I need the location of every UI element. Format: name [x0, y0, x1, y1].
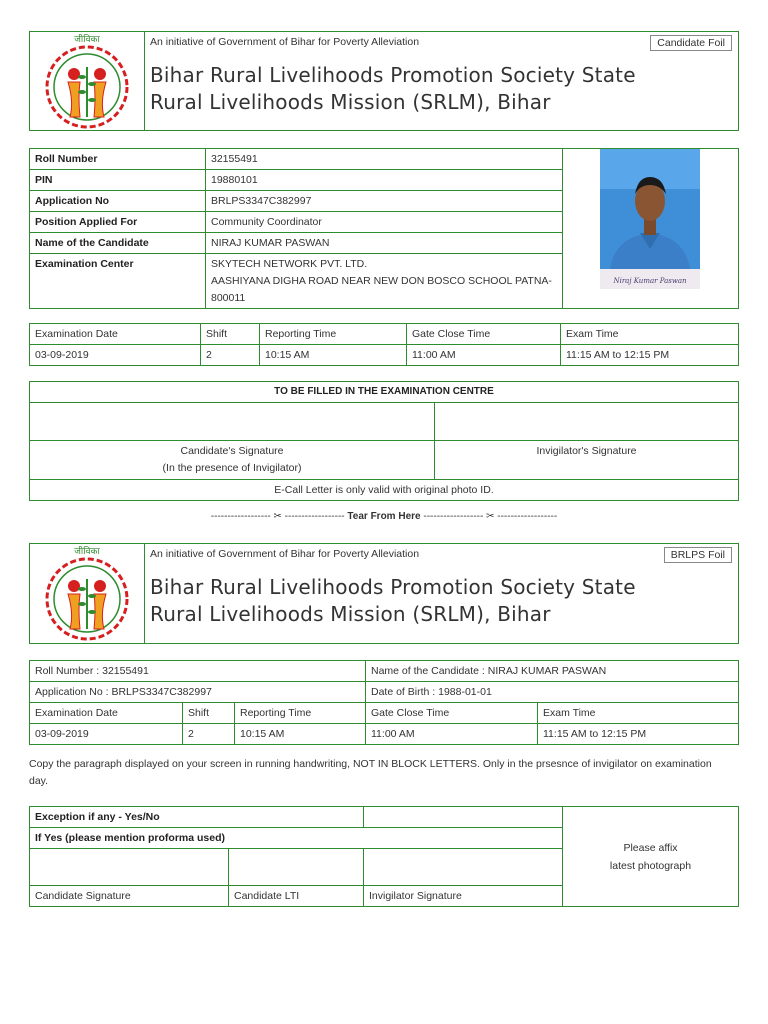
foil2-application-no: Application No : BRLPS3347C382997	[30, 682, 366, 703]
jeevika-logo	[30, 544, 145, 642]
brlps-foil-label: BRLPS Foil	[664, 547, 732, 563]
exception-question: Exception if any - Yes/No	[30, 807, 364, 828]
svg-text:जीविका: जीविका	[74, 547, 100, 557]
exam-center-line-1: SKYTECH NETWORK PVT. LTD.	[211, 258, 368, 270]
foil2-candidate-name: Name of the Candidate : NIRAJ KUMAR PASWAN	[366, 661, 739, 682]
affix-photo-line-2: latest photograph	[609, 859, 692, 872]
candidate-signature-note: (In the presence of Invigilator)	[162, 462, 302, 474]
schedule-header-shift: Shift	[201, 324, 260, 345]
handwriting-instruction: Copy the paragraph displayed on your screen in running handwriting, NOT IN BLOCK LETTERS. Only in the prsesnce of invigilator on examination day.	[29, 758, 712, 787]
initiative-text: An initiative of Government of Bihar for Poverty Alleviation	[150, 36, 420, 48]
svg-text:Niraj Kumar Paswan: Niraj Kumar Paswan	[613, 277, 687, 285]
candidate-name-value: NIRAJ KUMAR PASWAN	[206, 233, 563, 254]
schedule-header-date: Examination Date	[30, 324, 201, 345]
pin-value: 19880101	[206, 170, 563, 191]
page-title	[150, 62, 636, 116]
schedule-header-exam-time: Exam Time	[561, 324, 739, 345]
candidate-signature-label-cell	[30, 441, 435, 480]
candidate-signature-label: Candidate's Signature	[180, 445, 284, 457]
candidate-lti-box	[229, 849, 364, 886]
candidate-signature-box	[30, 849, 229, 886]
jeevika-logo	[30, 32, 145, 130]
schedule-shift: 2	[201, 345, 260, 366]
brlps-foil-header	[29, 543, 739, 644]
position-value: Community Coordinator	[206, 212, 563, 233]
position-label: Position Applied For	[30, 212, 206, 233]
application-no-value: BRLPS3347C382997	[206, 191, 563, 212]
logo-cell	[30, 544, 145, 643]
title-line-2: Rural Livelihoods Mission (SRLM), Bihar	[150, 90, 551, 114]
candidate-name-label: Name of the Candidate	[30, 233, 206, 254]
roll-number-label: Roll Number	[30, 149, 206, 170]
exam-center-value	[206, 254, 563, 309]
foil2-shift: 2	[183, 724, 235, 745]
foil2-exam-time: 11:15 AM to 12:15 PM	[538, 724, 739, 745]
candidate-signature-box	[30, 403, 435, 441]
candidate-foil-label: Candidate Foil	[650, 35, 732, 51]
candidate-signature-label: Candidate Signature	[30, 886, 229, 907]
candidate-foil-header	[29, 31, 739, 131]
initiative-text: An initiative of Government of Bihar for Poverty Alleviation	[150, 548, 420, 560]
exam-center-label: Examination Center	[30, 254, 206, 309]
exam-center-line-3: 800011	[211, 292, 246, 304]
foil2-date: 03-09-2019	[30, 724, 183, 745]
affix-photo-box	[563, 807, 739, 907]
schedule-header-gate-close: Gate Close Time	[407, 324, 561, 345]
exam-centre-box	[29, 381, 739, 501]
foil2-header-shift: Shift	[183, 703, 235, 724]
foil2-header-exam-time: Exam Time	[538, 703, 739, 724]
foil2-header-date: Examination Date	[30, 703, 183, 724]
tear-left: ------------------ ✂ ------------------	[210, 511, 345, 522]
tear-right: ------------------ ✂ ------------------	[423, 511, 558, 522]
schedule-header-reporting: Reporting Time	[260, 324, 407, 345]
tear-label: Tear From Here	[347, 511, 421, 522]
schedule-gate-close: 11:00 AM	[407, 345, 561, 366]
invigilator-signature-box	[364, 849, 563, 886]
logo-cell	[30, 32, 145, 130]
proforma-question: If Yes (please mention proforma used)	[30, 828, 563, 849]
tear-line	[0, 511, 768, 522]
brlps-foil-details	[29, 660, 739, 745]
roll-number-value: 32155491	[206, 149, 563, 170]
ecall-note: E-Call Letter is only valid with original photo ID.	[30, 480, 739, 501]
title-line-1: Bihar Rural Livelihoods Promotion Society State	[150, 63, 636, 87]
schedule-reporting: 10:15 AM	[260, 345, 407, 366]
schedule-exam-time: 11:15 AM to 12:15 PM	[561, 345, 739, 366]
exception-answer-box	[364, 807, 563, 828]
exam-schedule	[29, 323, 739, 366]
photo-cell	[563, 149, 739, 309]
invigilator-signature-label: Invigilator's Signature	[435, 441, 739, 480]
exam-centre-heading: TO BE FILLED IN THE EXAMINATION CENTRE	[30, 382, 739, 403]
candidate-details	[29, 148, 739, 309]
page-title	[150, 574, 636, 628]
foil2-gate-close: 11:00 AM	[366, 724, 538, 745]
invigilator-signature-label: Invigilator Signature	[364, 886, 563, 907]
exam-center-line-2: AASHIYANA DIGHA ROAD NEAR NEW DON BOSCO SCHOOL PATNA-	[211, 275, 552, 287]
foil2-roll-number: Roll Number : 32155491	[30, 661, 366, 682]
schedule-date: 03-09-2019	[30, 345, 201, 366]
title-line-1: Bihar Rural Livelihoods Promotion Society State	[150, 575, 636, 599]
svg-text:जीविका: जीविका	[74, 35, 100, 45]
foil2-reporting: 10:15 AM	[235, 724, 366, 745]
affix-photo-line-1: Please affix	[623, 841, 678, 854]
foil2-header-reporting: Reporting Time	[235, 703, 366, 724]
title-line-2: Rural Livelihoods Mission (SRLM), Bihar	[150, 602, 551, 626]
application-no-label: Application No	[30, 191, 206, 212]
foil2-header-gate-close: Gate Close Time	[366, 703, 538, 724]
candidate-lti-label: Candidate LTI	[229, 886, 364, 907]
foil2-date-of-birth: Date of Birth : 1988-01-01	[366, 682, 739, 703]
invigilator-signature-box	[435, 403, 739, 441]
pin-label: PIN	[30, 170, 206, 191]
candidate-photo	[600, 149, 700, 289]
exception-box	[29, 806, 739, 907]
